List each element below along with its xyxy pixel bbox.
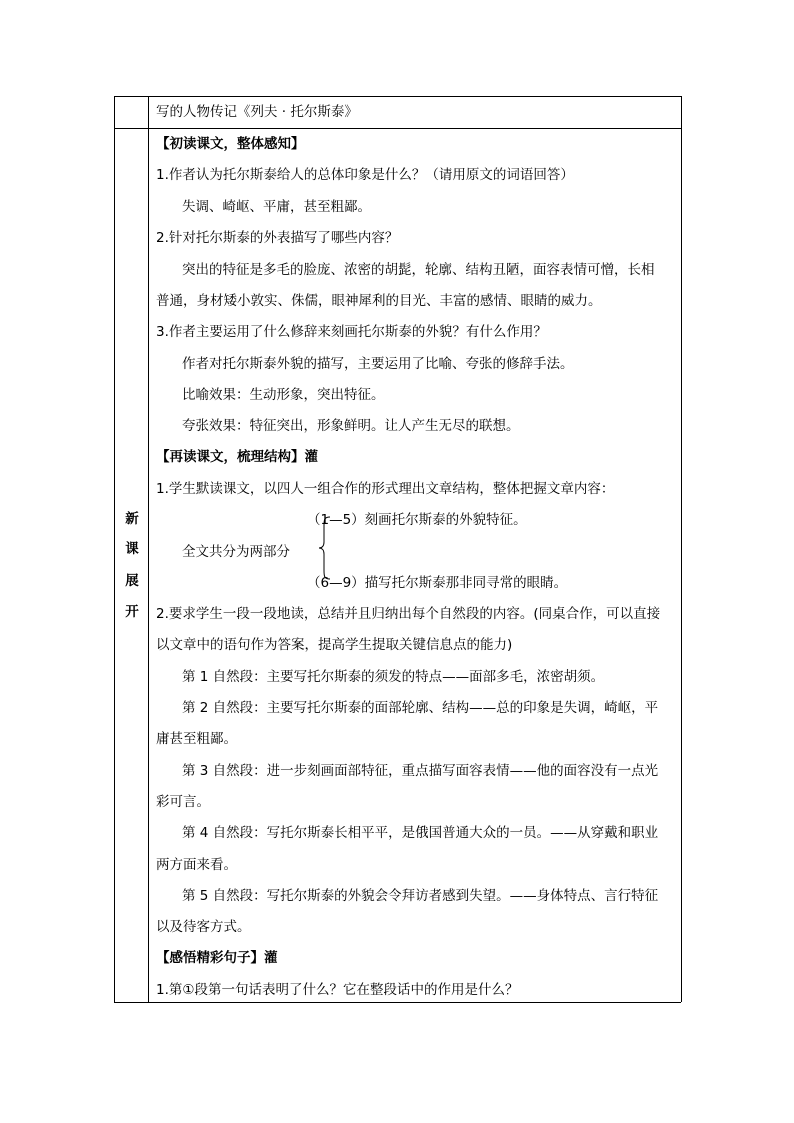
structure-brace-icon <box>318 516 332 580</box>
paragraph-1-summary: 第 1 自然段：主要写托尔斯泰的须发的特点——面部多毛，浓密胡须。 <box>182 669 605 685</box>
paragraph-2-summary-line2: 庸甚至粗鄙。 <box>156 731 237 747</box>
paragraph-4-summary-line1: 第 4 自然段：写托尔斯泰长相平平，是俄国普通大众的一员。——从穿戴和职业 <box>182 825 659 841</box>
side-label-char-1: 新 <box>125 511 139 527</box>
section1-answer-3: 作者对托尔斯泰外貌的描写，主要运用了比喻、夸张的修辞手法。 <box>182 356 574 372</box>
section2-heading: 【再读课文，梳理结构】 <box>156 449 305 465</box>
section1-question-3: 3.作者主要运用了什么修辞来刻画托尔斯泰的外貌？有什么作用？ <box>156 324 547 340</box>
section3-question-1: 1.第①段第一句话表明了什么？它在整段话中的作用是什么？ <box>156 982 519 998</box>
table-right-border <box>681 96 682 1002</box>
section2-heading-line <box>156 448 318 466</box>
section1-answer-1: 失调、崎岖、平庸，甚至粗鄙。 <box>182 199 371 215</box>
section1-question-2: 2.针对托尔斯泰的外表描写了哪些内容？ <box>156 230 399 246</box>
side-label-char-4: 开 <box>125 604 139 620</box>
header-row-text: 写的人物传记《列夫 · 托尔斯泰》 <box>156 104 358 120</box>
paragraph-5-summary-line1: 第 5 自然段：写托尔斯泰的外貌会令拜访者感到失望。——身体特点、言行特征 <box>182 888 659 904</box>
section2-question-2-line1: 2.要求学生一段一段地读，总结并且归纳出每个自然段的内容。(同桌合作，可以直接 <box>156 606 661 622</box>
section2-heading-icon: 灌 <box>304 449 318 465</box>
section1-metaphor-effect: 比喻效果：生动形象，突出特征。 <box>182 387 385 403</box>
paragraph-3-summary-line2: 彩可言。 <box>156 794 210 810</box>
paragraph-4-summary-line2: 两方面来看。 <box>156 857 237 873</box>
paragraph-2-summary-line1: 第 2 自然段：主要写托尔斯泰的面部轮廓、结构——总的印象是失调，崎岖，平 <box>182 700 659 716</box>
table-top-border <box>114 96 681 97</box>
paragraph-3-summary-line1: 第 3 自然段：进一步刻画面部特征，重点描写面容表情——他的面容没有一点光 <box>182 763 659 779</box>
section1-answer-2-line1: 突出的特征是多毛的脸庞、浓密的胡髭，轮廓、结构丑陋，面容表情可憎，长相 <box>182 262 655 278</box>
section1-question-1: 1.作者认为托尔斯泰给人的总体印象是什么？（请用原文的词语回答） <box>156 167 574 183</box>
table-bottom-border <box>114 1002 681 1003</box>
side-label-char-3: 展 <box>125 573 139 589</box>
structure-label: 全文共分为两部分 <box>182 544 290 560</box>
section1-answer-2-line2: 普通，身材矮小敦实、侏儒，眼神犀利的目光、丰富的感情、眼睛的威力。 <box>156 293 602 309</box>
section2-question-1: 1.学生默读课文，以四人一组合作的形式理出文章结构，整体把握文章内容： <box>156 481 615 497</box>
structure-part-1: （1—5）刻画托尔斯泰的外貌特征。 <box>307 512 527 528</box>
section2-question-2-line2: 以文章中的语句作为答案，提高学生提取关键信息点的能力) <box>156 637 513 653</box>
side-label-char-2: 课 <box>125 541 139 557</box>
column-divider <box>148 96 149 1002</box>
section3-heading: 【感悟精彩句子】 <box>156 950 264 966</box>
structure-part-2: （6—9）描写托尔斯泰那非同寻常的眼睛。 <box>307 575 568 591</box>
section1-heading: 【初读课文，整体感知】 <box>156 136 305 152</box>
table-left-border <box>114 96 115 1002</box>
section3-heading-icon: 灌 <box>264 950 278 966</box>
section1-hyperbole-effect: 夸张效果：特征突出，形象鲜明。让人产生无尽的联想。 <box>182 418 520 434</box>
header-row-border <box>114 128 681 129</box>
paragraph-5-summary-line2: 以及待客方式。 <box>156 919 251 935</box>
section3-heading-line <box>156 949 278 967</box>
